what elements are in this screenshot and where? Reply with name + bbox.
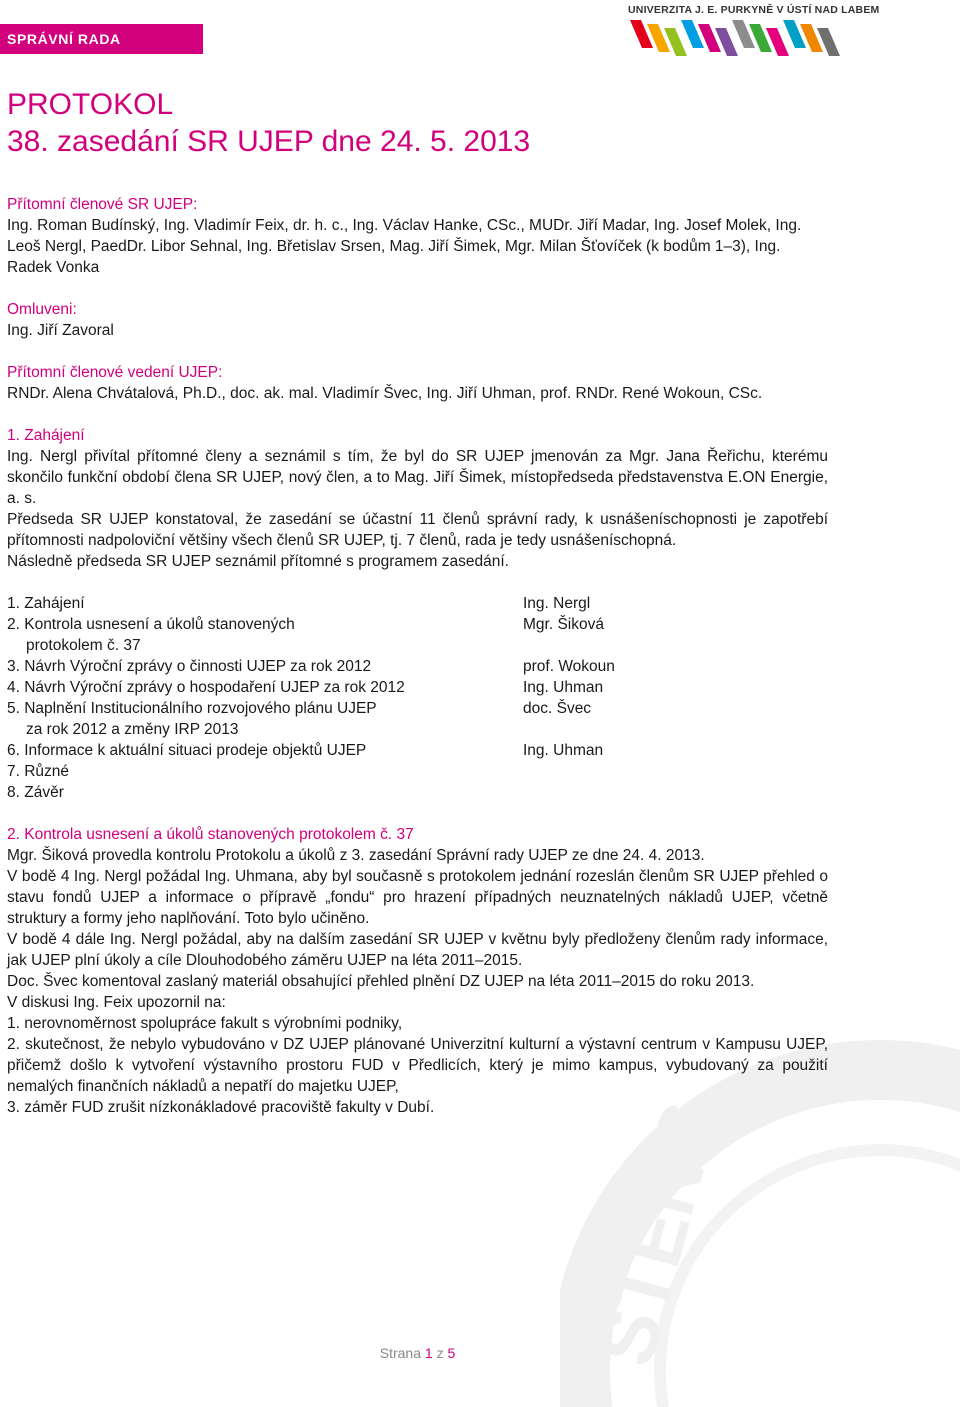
excused-text: Ing. Jiří Zavoral	[7, 322, 114, 339]
program-presenter: prof. Wokoun	[523, 658, 615, 675]
program-row	[7, 614, 647, 656]
section-2-heading: 2. Kontrola usnesení a úkolů stanovených protokolem č. 37	[7, 826, 414, 843]
title-line-2: 38. zasedání SR UJEP dne 24. 5. 2013	[7, 125, 531, 158]
document-title	[7, 86, 530, 160]
section-2-paragraph: V diskusi Ing. Feix upozornil na:	[7, 994, 226, 1011]
program-item-text-cont: za rok 2012 a změny IRP 2013	[26, 721, 239, 738]
program-presenter	[523, 761, 647, 782]
section-1-heading: 1. Zahájení	[7, 427, 85, 444]
program-item	[7, 761, 523, 782]
section-2-paragraph: Mgr. Šiková provedla kontrolu Protokolu a úkolů z 3. zasedání Správní rady UJEP ze dne 24. 4. 2013.	[7, 847, 705, 864]
university-logo	[628, 4, 928, 64]
section-2-paragraph: Doc. Švec komentoval zaslaný materiál obsahující přehled plnění DZ UJEP na léta 2011–2015 do roku 2013.	[7, 973, 755, 990]
program-item-text: 3. Návrh Výroční zprávy o činnosti UJEP za rok 2012	[7, 658, 372, 675]
page-total: 5	[447, 1345, 456, 1361]
program-item-text: 4. Návrh Výroční zprávy o hospodaření UJEP za rok 2012	[7, 679, 405, 696]
program-item-text: 8. Závěr	[7, 784, 64, 801]
program-item	[7, 698, 523, 740]
program-item-text-cont: protokolem č. 37	[26, 637, 141, 654]
program-item-text: 6. Informace k aktuální situaci prodeje objektů UJEP	[7, 742, 367, 759]
program-presenter: Ing. Nergl	[523, 595, 591, 612]
program-item	[7, 677, 523, 698]
present-members-heading: Přítomní členové SR UJEP:	[7, 196, 198, 213]
program-item	[7, 593, 523, 614]
management-heading: Přítomní členové vedení UJEP:	[7, 364, 223, 381]
list-item: 1. nerovnoměrnost spolupráce fakult s výrobními podniky,	[7, 1015, 403, 1032]
list-item: 2. skutečnost, že nebylo vybudováno v DZ UJEP plánované Univerzitní kulturní a výstavní centrum v Kampusu UJEP, přičemž došlo k vytvoření výstavního prostoru FUD v Předlicích, který je mimo kampus, vybudovaný za použití nemalých finančních nákladů a nepatří do majetku UJEP,	[7, 1036, 828, 1095]
title-line-1: PROTOKOL	[7, 88, 174, 121]
section-1-paragraph: Ing. Nergl přivítal přítomné členy a seznámil s tím, že byl do SR UJEP jmenován za Mgr. Jana Řeřichu, kterému skončilo funkční období člena SR UJEP, nový člen, a to Mag. Jiří Šimek, místopředseda představenstva E.ON Energie, a. s.	[7, 448, 828, 507]
page-label: Strana	[379, 1345, 421, 1361]
section-2-paragraph: V bodě 4 Ing. Nergl požádal Ing. Uhmana, aby byl současně s protokolem jednání rozeslán členům SR UJEP přehled o stavu fondů UJEP a informace o přípravě „fondu“ pro hrazení případných neuznatelných nákladů UJEP, včetně struktury a formy jeho naplňování. Toto bylo učiněno.	[7, 868, 828, 927]
logo-stripes	[628, 18, 928, 64]
management-text: RNDr. Alena Chvátalová, Ph.D., doc. ak. mal. Vladimír Švec, Ing. Jiří Uhman, prof. RNDr. René Wokoun, CSc.	[7, 385, 763, 402]
program-row	[7, 740, 647, 761]
program-presenter	[523, 782, 647, 803]
document-body	[7, 194, 828, 1118]
discussion-list	[7, 1013, 828, 1118]
section-label: SPRÁVNÍ RADA	[0, 24, 203, 54]
section-1-paragraph: Předseda SR UJEP konstatoval, že zasedání se účastní 11 členů správní rady, k usnášeníschopnosti je zapotřebí přítomnosti nadpoloviční většiny všech členů SR UJEP, tj. 7 členů, rada je tedy usnášeníschopná.	[7, 511, 828, 549]
program-item	[7, 740, 523, 761]
program-row	[7, 656, 647, 677]
program-item-text: 5. Naplnění Institucionálního rozvojového plánu UJEP	[7, 700, 377, 717]
section-1-paragraph: Následně předseda SR UJEP seznámil přítomné s programem zasedání.	[7, 553, 509, 570]
program-table	[7, 593, 647, 803]
program-row	[7, 761, 647, 782]
list-item: 3. záměr FUD zrušit nízkonákladové pracoviště fakulty v Dubí.	[7, 1099, 435, 1116]
program-item-text: 1. Zahájení	[7, 595, 85, 612]
university-name: UNIVERZITA J. E. PURKYNĚ V ÚSTÍ NAD LABEM	[628, 4, 880, 16]
svg-text:STENS: STENS	[580, 1093, 736, 1375]
program-presenter: Ing. Uhman	[523, 742, 604, 759]
program-presenter: doc. Švec	[523, 700, 592, 717]
page-current: 1	[424, 1345, 433, 1361]
program-row	[7, 698, 647, 740]
page-footer	[0, 1345, 835, 1361]
program-presenter: Mgr. Šiková	[523, 616, 604, 633]
program-item	[7, 656, 523, 677]
program-item	[7, 614, 523, 656]
program-item	[7, 782, 523, 803]
page-sep: z	[436, 1345, 444, 1361]
program-item-text: 2. Kontrola usnesení a úkolů stanovených	[7, 616, 295, 633]
program-row	[7, 677, 647, 698]
program-row	[7, 593, 647, 614]
program-presenter: Ing. Uhman	[523, 679, 604, 696]
section-2-paragraph: V bodě 4 dále Ing. Nergl požádal, aby na dalším zasedání SR UJEP v květnu byly předloženy členům rady informace, jak UJEP plní úkoly a cíle Dlouhodobého záměru UJEP na léta 2011–2015.	[7, 931, 828, 969]
excused-heading: Omluveni:	[7, 301, 77, 318]
program-item-text: 7. Různé	[7, 763, 70, 780]
program-row	[7, 782, 647, 803]
present-members-text: Ing. Roman Budínský, Ing. Vladimír Feix, dr. h. c., Ing. Václav Hanke, CSc., MUDr. Jiří Madar, Ing. Josef Molek, Ing. Leoš Nergl, PaedDr. Libor Sehnal, Ing. Břetislav Srsen, Mag. Jiří Šimek, Mgr. Milan Šťovíček (k bodům 1–3), Ing. Radek Vonka	[7, 217, 802, 276]
